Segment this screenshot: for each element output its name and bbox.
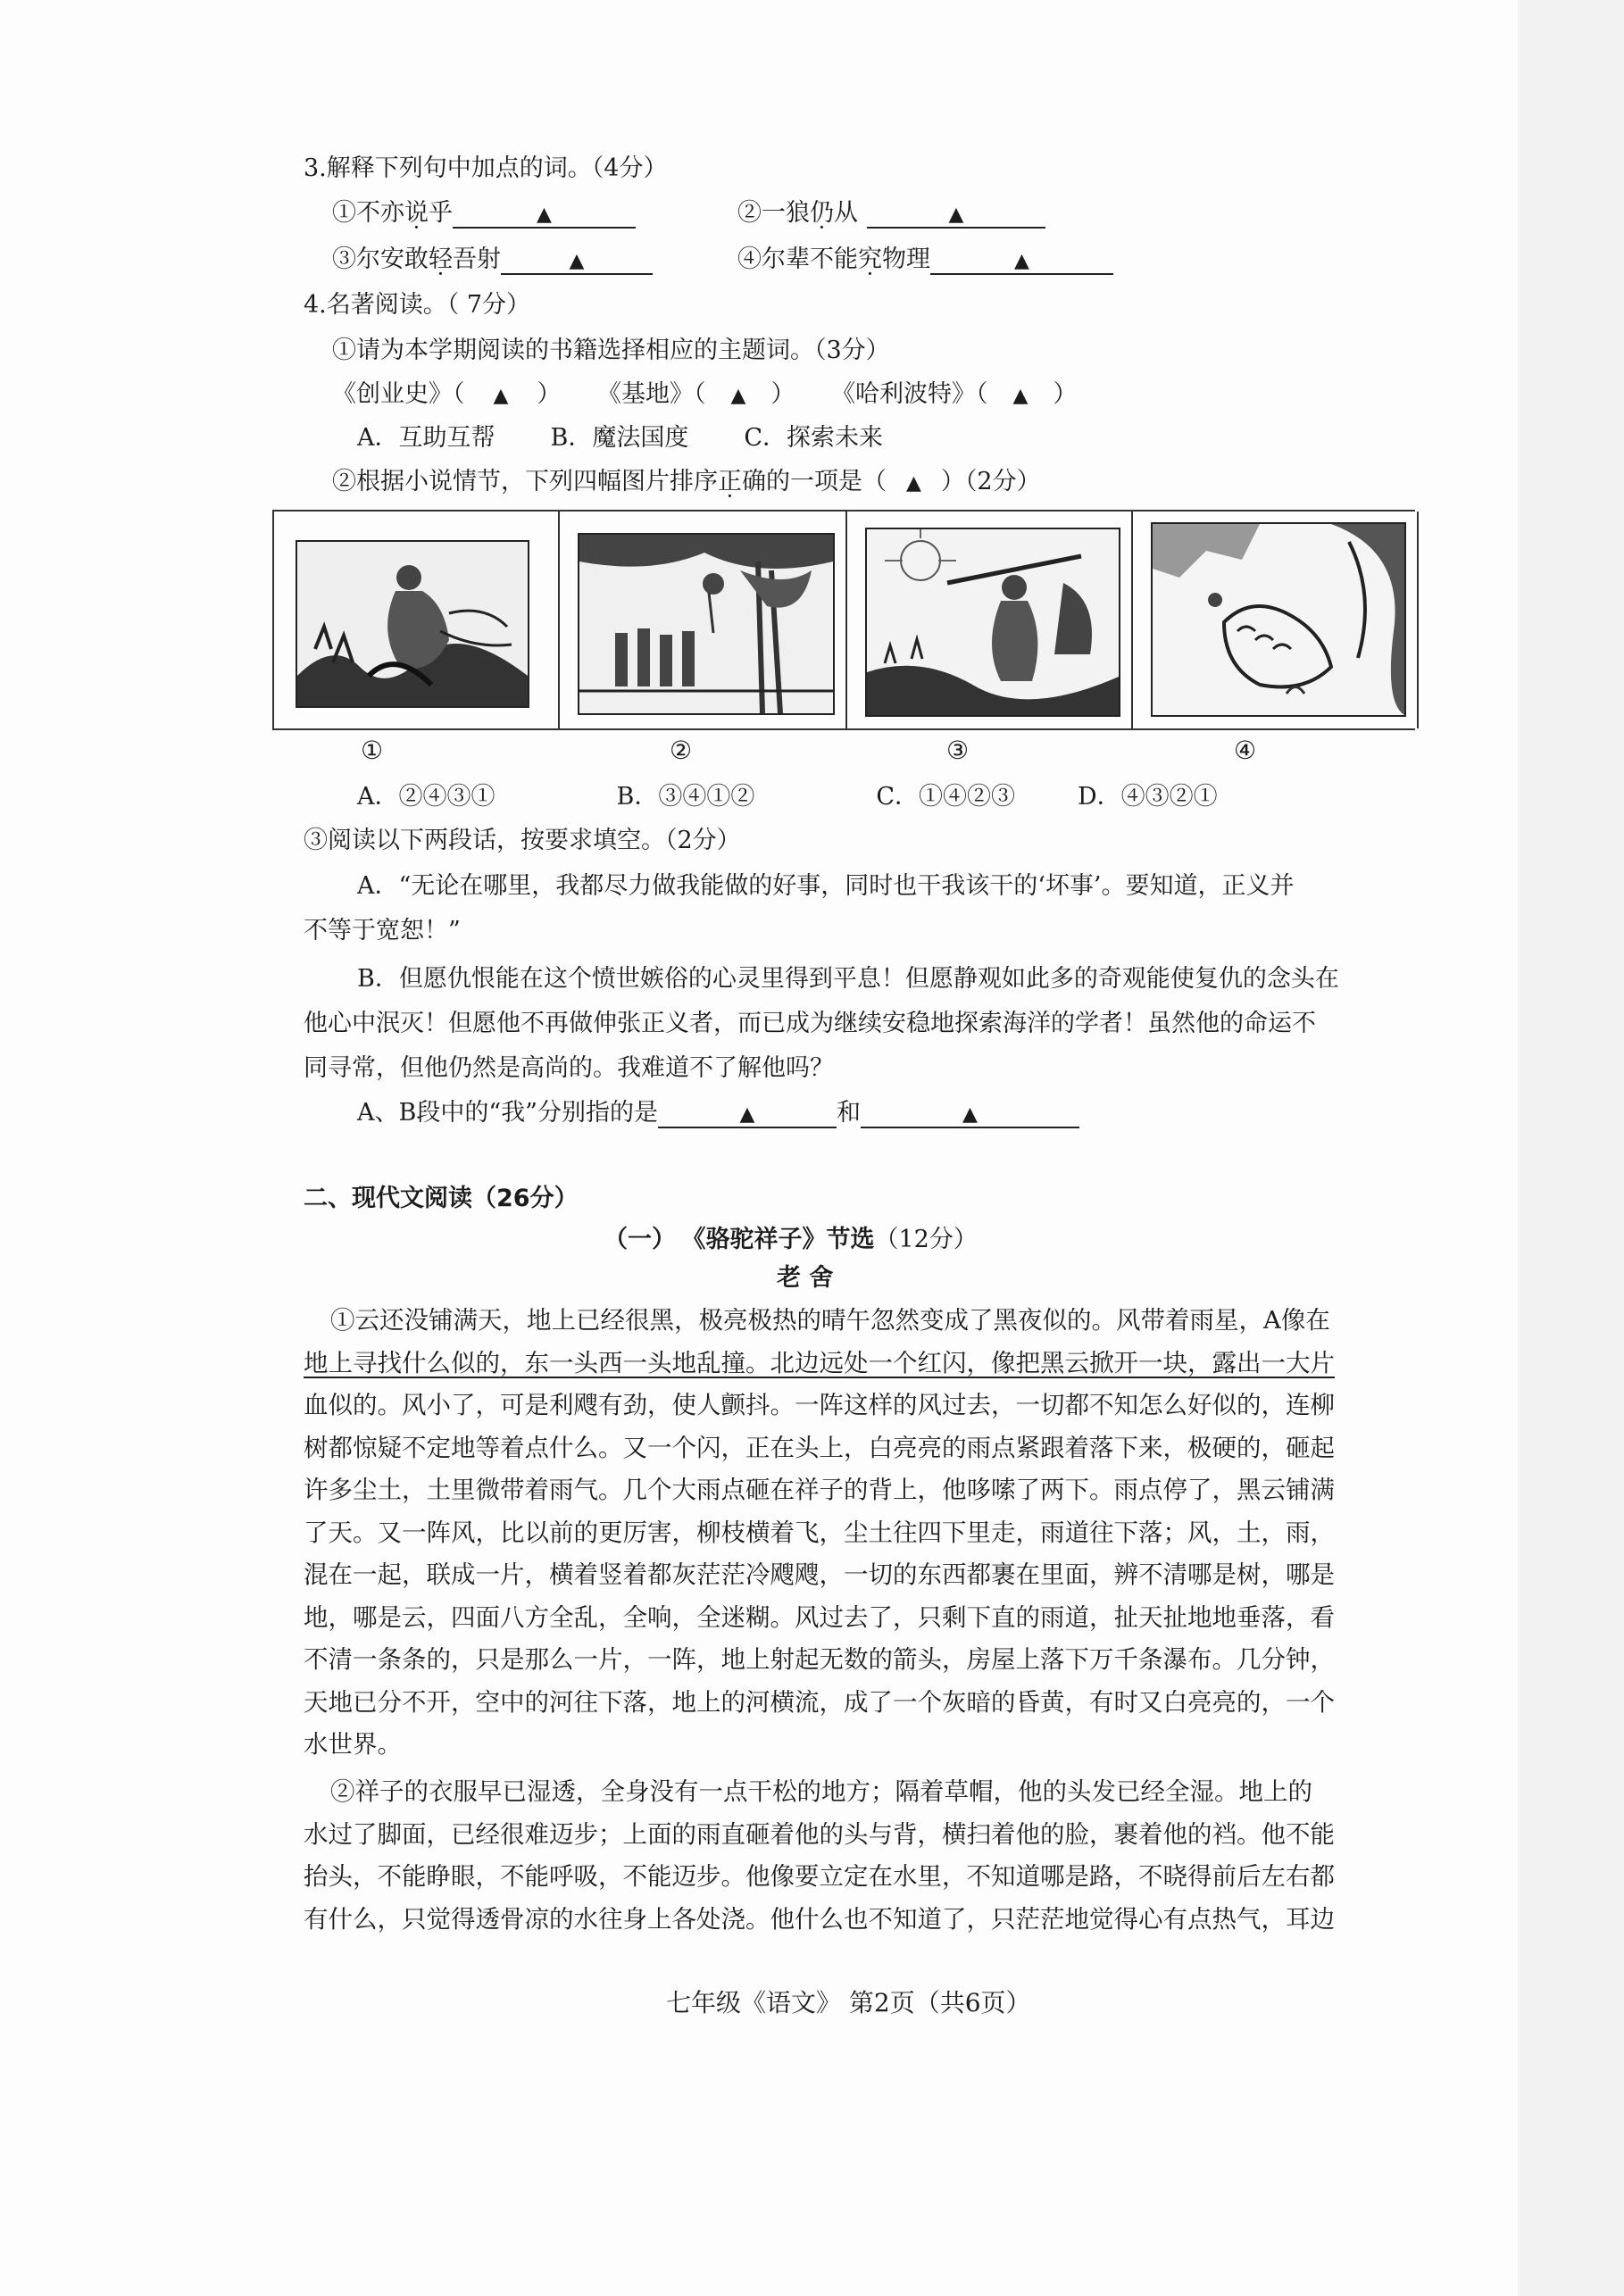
q3-blank-3[interactable]: ▲ bbox=[501, 245, 653, 275]
page-footer: 七年级《语文》 第2页（共6页） bbox=[666, 1988, 1031, 2017]
q3-item-2: ②一狼仍从 ▲ bbox=[737, 198, 1045, 229]
illustration-2 bbox=[578, 533, 835, 715]
picture-frame-2 bbox=[558, 512, 847, 728]
picture-label-2: ② bbox=[670, 736, 693, 765]
passage-a-line-1: A．“无论在哪里，我都尽力做我能做的好事，同时也干我该干的‘坏事’。要知道，正义并 bbox=[357, 872, 1295, 900]
q3-blank-4[interactable]: ▲ bbox=[930, 245, 1113, 275]
q4-options2: A．②④③① B．③④①② C．①④②③ D．④③②① bbox=[357, 783, 1218, 811]
section-heading: 二、现代文阅读（26分） bbox=[304, 1185, 579, 1212]
q3-item-3: ③尔安敢轻吾射 ▲ bbox=[332, 245, 653, 275]
q4-sub2-answer[interactable]: ▲ bbox=[906, 472, 921, 495]
q3-item-4: ④尔辈不能究物理 ▲ bbox=[737, 245, 1113, 275]
picture-label-4: ④ bbox=[1234, 736, 1257, 765]
picture-row bbox=[272, 510, 1415, 730]
picture-frame-3 bbox=[845, 512, 1133, 728]
picture-label-3: ③ bbox=[946, 736, 970, 765]
q3-title: 3.解释下列句中加点的词。（4分） bbox=[304, 154, 668, 182]
q4-book-answer-2[interactable]: ▲ bbox=[730, 385, 746, 407]
q4-sub3: ③阅读以下两段话，按要求填空。（2分） bbox=[304, 827, 741, 854]
picture-label-1: ① bbox=[361, 736, 384, 765]
scan-shadow bbox=[1518, 0, 1624, 2296]
q4-book-answer-3[interactable]: ▲ bbox=[1012, 385, 1029, 407]
passage-b-line-1: B．但愿仇恨能在这个愤世嫉俗的心灵里得到平息！但愿静观如此多的奇观能使复仇的念头在 bbox=[357, 965, 1339, 993]
passage-b-line-2: 他心中泯灭！但愿他不再做伸张正义者，而已成为继续安稳地探索海洋的学者！虽然他的命运不 bbox=[304, 1010, 1316, 1037]
q3-blank-1[interactable]: ▲ bbox=[453, 198, 636, 229]
picture-frame-4 bbox=[1131, 512, 1419, 728]
passage-a-line-2: 不等于宽恕！” bbox=[304, 917, 461, 944]
q4-answer-line: A、B段中的“我”分别指的是 ▲ 和 ▲ bbox=[357, 1098, 1079, 1128]
q4-title: 4.名著阅读。（ 7分） bbox=[304, 291, 531, 319]
q4-sub2: ②根据小说情节，下列四幅图片排序正确的一项是（ ▲ ）（2分） bbox=[332, 468, 1041, 495]
q4-answer-blank-2[interactable]: ▲ bbox=[861, 1098, 1079, 1128]
illustration-1 bbox=[296, 540, 529, 708]
q4-book-answer-1[interactable]: ▲ bbox=[493, 385, 509, 407]
q3-item-1: ①不亦说乎 ▲ bbox=[332, 198, 636, 229]
passage-paragraph-1: ①云还没铺满天，地上已经很黑，极亮极热的晴午忽然变成了黑夜似的。风带着雨星，A像在 地上寻找什么似的，东一头西一头地乱撞。北边远处一个红闪，像把黑云掀开一块，露出一大片 血似的。风小了，可是利飕有劲，使人颤抖。一阵这样的风过去，一切都不知怎么好似的，连柳 树都惊疑不定地等着点什么。又一个闪，正在头上，白亮亮的雨点紧跟着落下来，极硬的，砸起 许多尘土，土里微带着雨气。几个大雨点砸在祥子的背上，他哆嗦了两下。雨点停了，黑云铺满 了天。又一阵风，比以前的更厉害，柳枝横着飞，尘土往四下里走，雨道往下落；风，土，雨， 混在一起，联成一片，横着竖着都灰茫茫冷飕飕，一切的东西都裹在里面，辨不清哪是树，哪是 地，哪是云，四面八方全乱，全响，全迷糊。风过去了，只剩下直的雨道，扯天扯地地垂落，看 不清一条条的，只是那么一片，一阵，地上射起无数的箭头，房屋上落下万千条瀑布。几分钟， 天地已分不开，空中的河往下落，地上的河横流，成了一个灰暗的昏黄，有时又白亮亮的，一个 水世界。 bbox=[304, 1306, 1335, 1759]
illustration-3 bbox=[865, 528, 1120, 717]
q4-books: 《创业史》（ ▲ ） 《基地》（ ▲ ） 《哈利波特》（ ▲ ） bbox=[332, 380, 1078, 408]
passage-subtitle: （一） 《骆驼祥子》节选（12分） bbox=[604, 1226, 978, 1253]
illustration-4 bbox=[1151, 522, 1406, 717]
picture-frame-1 bbox=[272, 512, 560, 728]
q4-options1: A．互助互帮 B．魔法国度 C．探索未来 bbox=[357, 424, 884, 452]
q3-blank-2[interactable]: ▲ bbox=[867, 198, 1045, 229]
q4-sub1: ①请为本学期阅读的书籍选择相应的主题词。（3分） bbox=[332, 337, 890, 364]
passage-b-line-3: 同寻常，但他仍然是高尚的。我难道不了解他吗？ bbox=[304, 1054, 834, 1082]
passage-paragraph-2: ②祥子的衣服早已湿透，全身没有一点干松的地方；隔着草帽，他的头发已经全湿。地上的 水过了脚面，已经很难迈步；上面的雨直砸着他的头与背，横扫着他的脸，裹着他的裆。他不能 抬头，不能睁眼，不能呼吸，不能迈步。他像要立定在水里，不知道哪是路，不晓得前后左右都 有什么，只觉得透骨凉的水往身上各处浇。他什么也不知道了，只茫茫地觉得心有点热气，耳边 bbox=[304, 1777, 1335, 1934]
q4-answer-blank-1[interactable]: ▲ bbox=[658, 1098, 837, 1128]
passage-author: 老 舍 bbox=[777, 1264, 834, 1292]
